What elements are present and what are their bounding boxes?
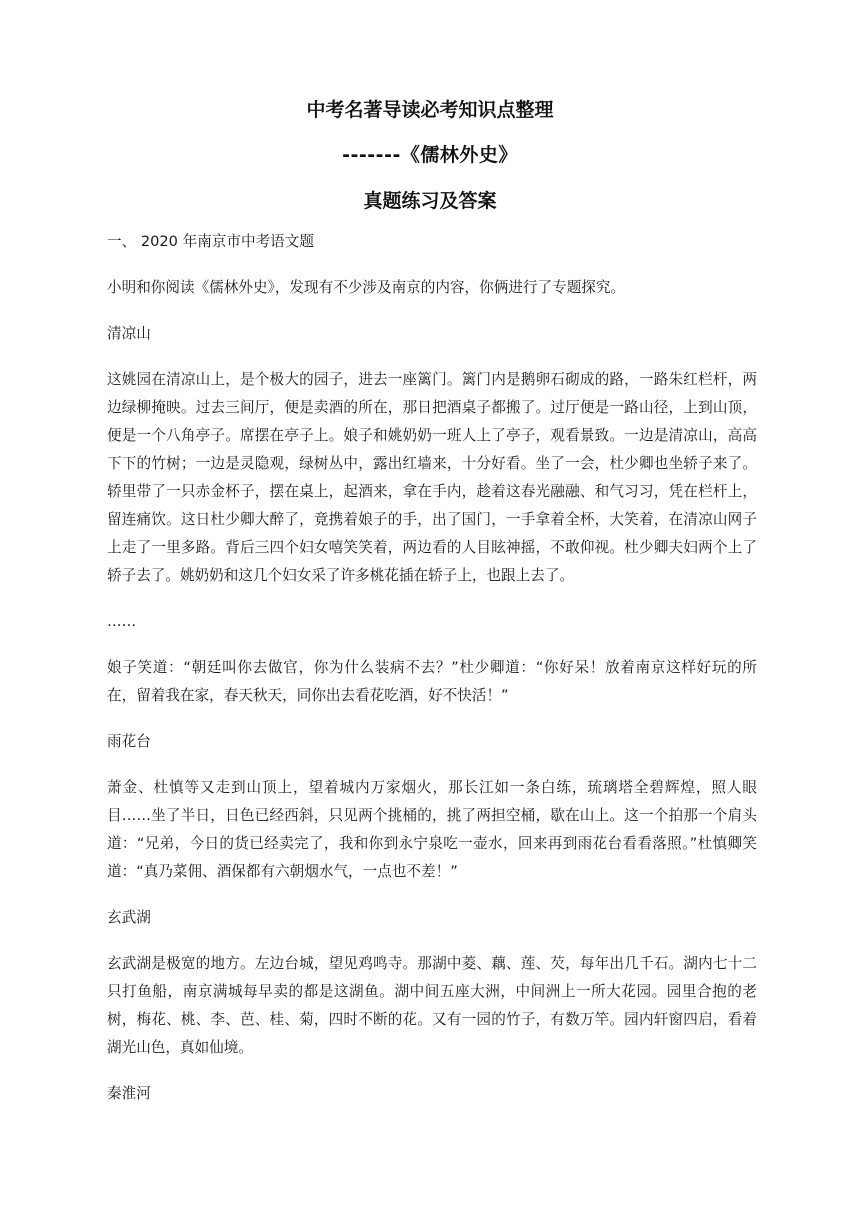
document-title: 中考名著导读必考知识点整理 — [306, 99, 554, 121]
part-title-yuhuatai: 雨花台 — [107, 733, 151, 750]
paragraph-qingliangshan: 这姚园在清凉山上，是个极大的园子，进去一座篱门。篱门内是鹅卵石砌成的路，一路朱红栏杆，两边绿柳掩映。过去三间厅，便是卖酒的所在，那日把酒桌子都搬了。过厅便是一路山径，上到山顶，便是一个八角亭子。席摆在亭子上。娘子和姚奶奶一班人上了亭子，观看景致。一边是清凉山，高高下下的竹树；一边是灵隐观，绿树丛中，露出红墙来，十分好看。坐了一会，杜少卿也坐轿子来了。轿里带了一只赤金杯子，摆在桌上，起酒来，拿在手内，趁着这春光融融、和气习习，凭在栏杆上，留连痛饮。这日杜少卿大醉了，竟携着娘子的手，出了国门，一手拿着全杯，大笑着，在清凉山网子上走了一里多路。背后三四个妇女嘻笑笑着，两边看的人目眩神摇，不敢仰视。杜少卿夫妇两个上了轿子去了。姚奶奶和这几个妇女采了许多桃花插在轿子上，也跟上去了。 — [107, 371, 757, 584]
document-subtitle-book: -------《儒林外史》 — [342, 144, 518, 166]
section-heading: 一、 2020 年南京市中考语文题 — [107, 233, 314, 250]
part-title-qinhuaihe: 秦淮河 — [107, 1085, 151, 1102]
part-title-qingliangshan: 清凉山 — [107, 325, 151, 342]
paragraph-dialogue: 娘子笑道：“朝廷叫你去做官，你为什么装病不去？”杜少卿道：“你好呆！放着南京这样好玩的所在，留着我在家，春天秋天，同你出去看花吃酒，好不快活！” — [107, 659, 757, 704]
part-title-xuanwuhu: 玄武湖 — [107, 909, 151, 926]
document-subtitle-exercises: 真题练习及答案 — [363, 190, 497, 212]
paragraph-xuanwuhu: 玄武湖是极宽的地方。左边台城，望见鸡鸣寺。那湖中菱、藕、莲、芡，每年出几千石。湖内七十二只打鱼船，南京满城每早卖的都是这湖鱼。湖中间五座大洲，中间洲上一所大花园。园里合抱的老树，梅花、桃、李、芭、桂、菊，四时不断的花。又有一园的竹子，有数万竿。园内轩窗四启，看着湖光山色，真如仙境。 — [107, 955, 757, 1056]
document-body — [107, 228, 757, 1126]
intro-paragraph: 小明和你阅读《儒林外史》，发现有不少涉及南京的内容，你俩进行了专题探究。 — [107, 279, 626, 296]
ellipsis-line: …… — [107, 613, 137, 630]
paragraph-yuhuatai: 萧金、杜慎等又走到山顶上，望着城内万家烟火，那长江如一条白练，琉璃塔全碧辉煌，照人眼目……坐了半日，日色已经西斜，只见两个挑桶的，挑了两担空桶，歇在山上。这一个拍那一个肩头道：“兄弟，今日的货已经卖完了，我和你到永宁泉吃一壶水，回来再到雨花台看看落照。”杜慎卿笑道：“真乃菜佣、酒保都有六朝烟水气，一点也不差！” — [107, 779, 757, 880]
